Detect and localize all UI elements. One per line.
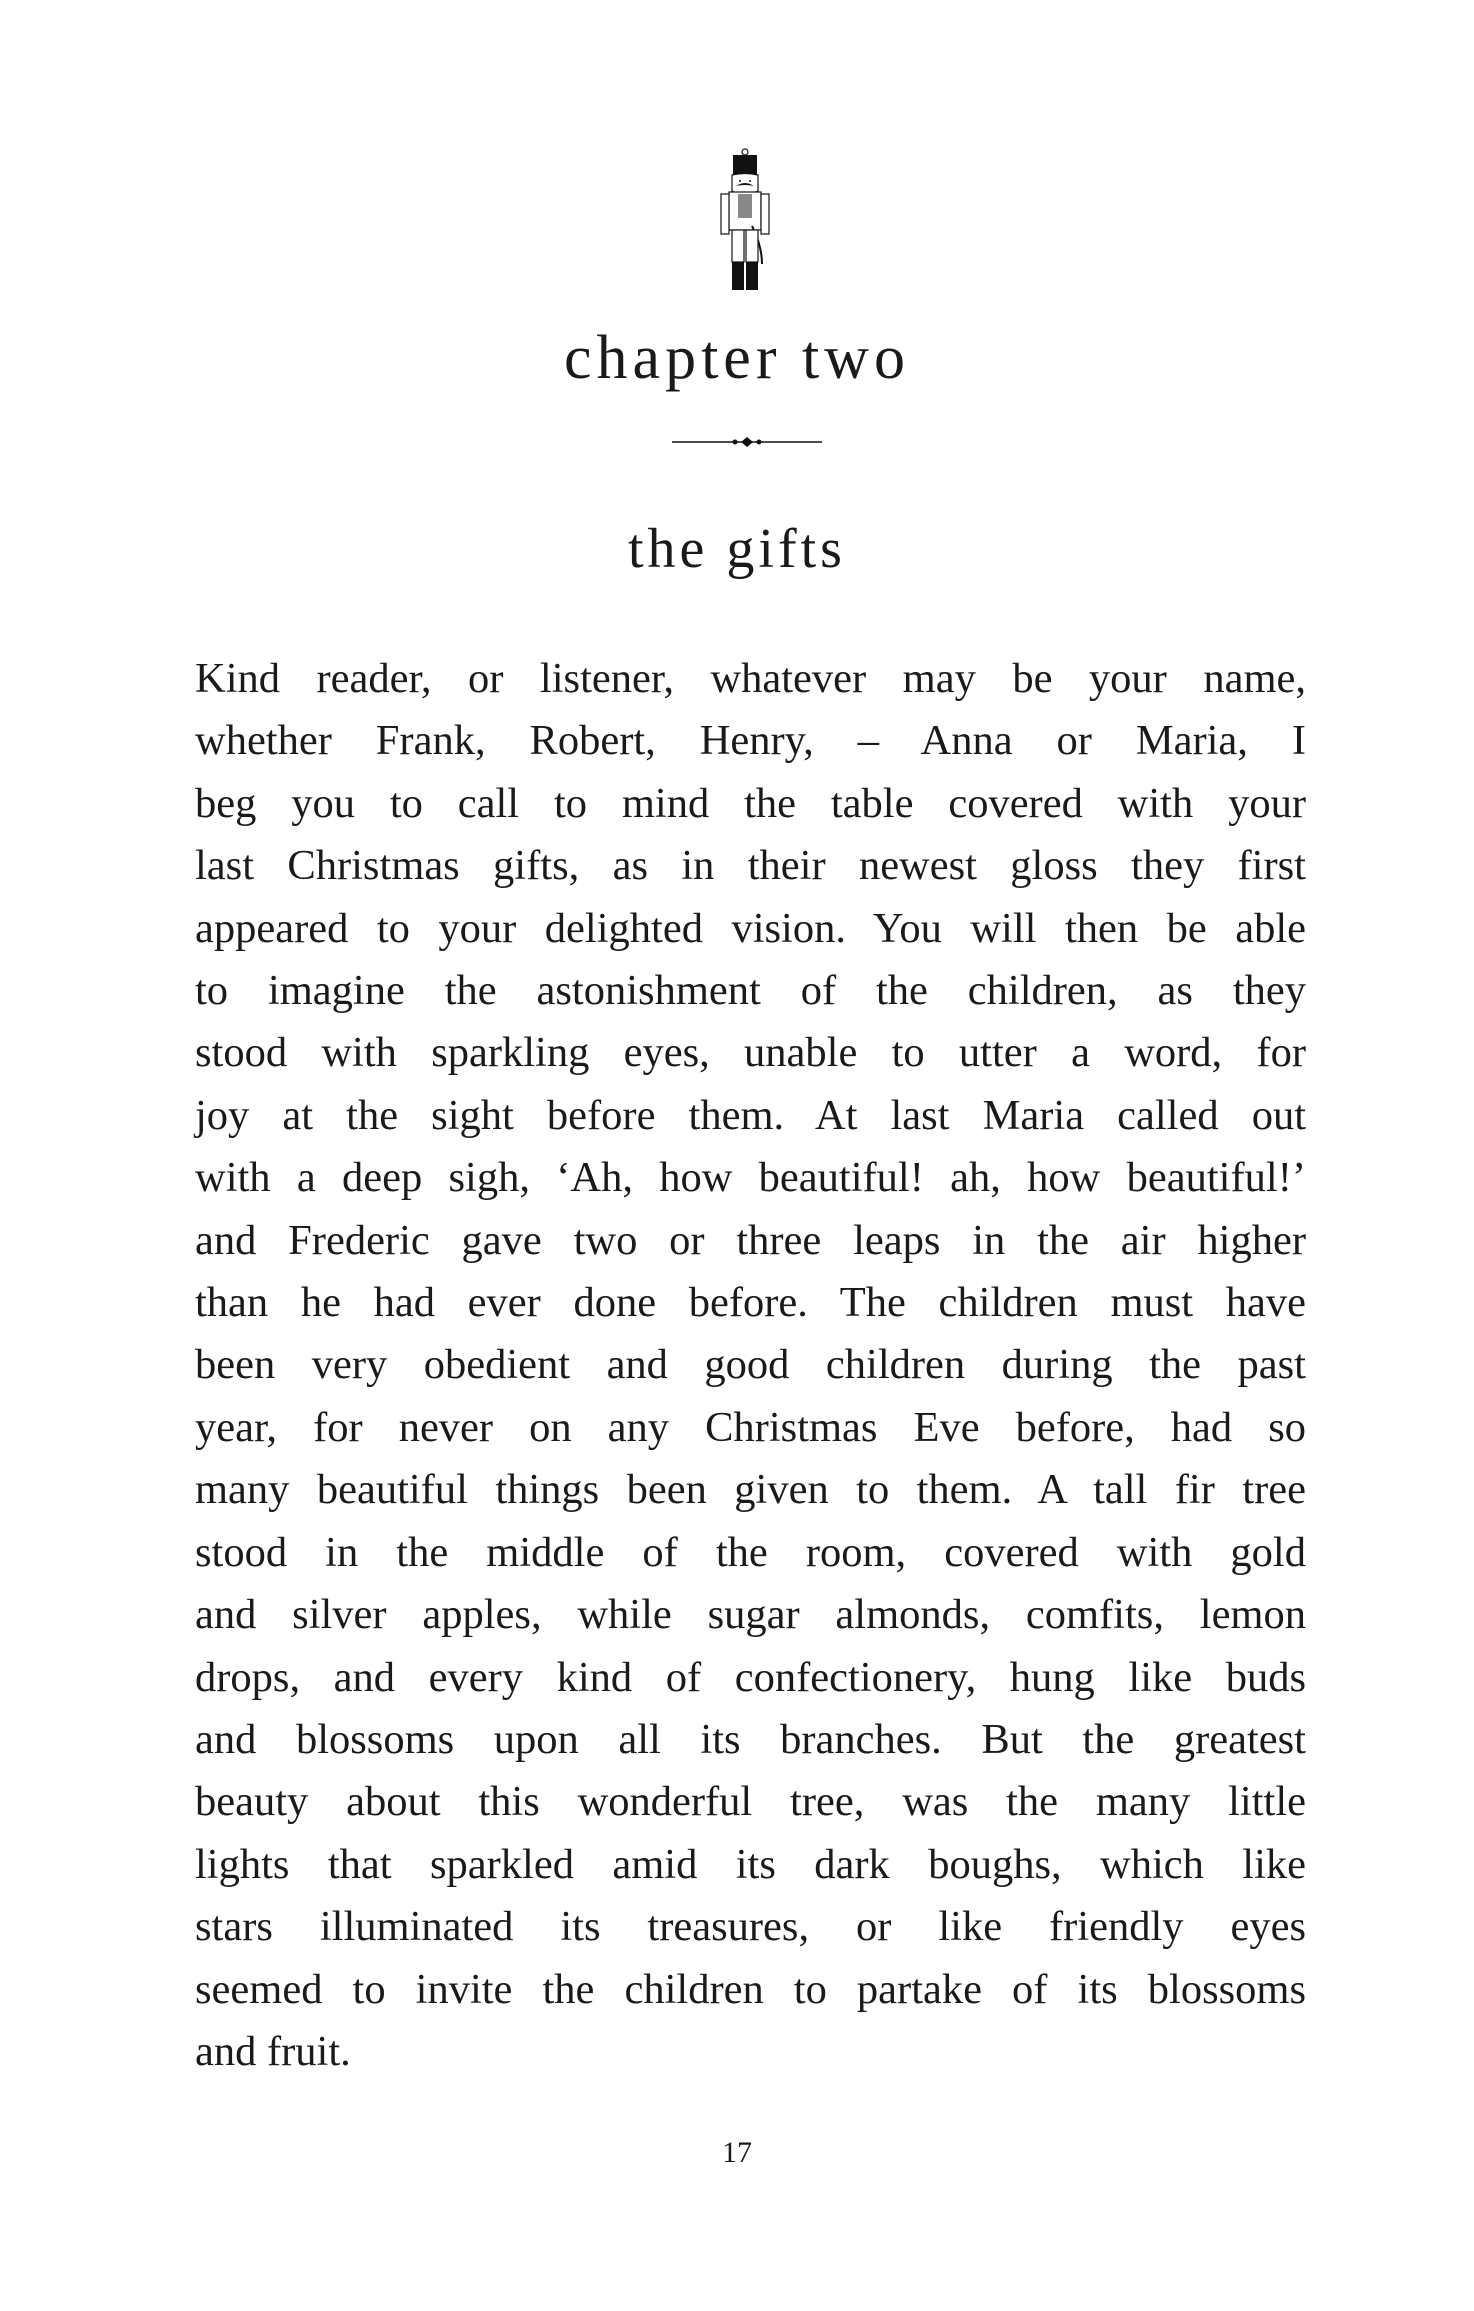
text-line: joy at the sight before them. At last Maria called out xyxy=(195,1091,1306,1139)
text-line: Kind reader, or listener, whatever may be your name, xyxy=(195,655,1306,702)
text-line: beauty about this wonderful tree, was the many little xyxy=(195,1778,1306,1826)
text-line: and blossoms upon all its branches. But the greatest xyxy=(195,1715,1306,1763)
text-line: stood in the middle of the room, covered with gold xyxy=(195,1528,1306,1576)
text-line: and Frederic gave two or three leaps in the air higher xyxy=(195,1216,1306,1264)
text-line: appeared to your delighted vision. You will then be able xyxy=(195,904,1306,952)
text-line: been very obedient and good children during the past xyxy=(195,1341,1306,1389)
text-line: and silver apples, while sugar almonds, comfits, lemon xyxy=(195,1591,1306,1639)
nutcracker-illustration-icon xyxy=(712,146,778,306)
text-line: to imagine the astonishment of the children, as they xyxy=(195,967,1306,1015)
text-line: seemed to invite the children to partake of its blossoms xyxy=(195,1965,1306,2013)
text-line: whether Frank, Robert, Henry, – Anna or Maria, I xyxy=(195,717,1306,765)
divider-ornament-icon xyxy=(672,434,822,450)
text-line: stars illuminated its treasures, or like friendly eyes xyxy=(195,1903,1306,1951)
text-line: beg you to call to mind the table covered with your xyxy=(195,779,1306,827)
text-line: than he had ever done before. The children must have xyxy=(195,1279,1306,1327)
body-text xyxy=(195,648,1306,2083)
text-line: stood with sparkling eyes, unable to utter a word, for xyxy=(195,1029,1306,1077)
text-line: drops, and every kind of confectionery, hung like buds xyxy=(195,1653,1306,1701)
text-line: with a deep sigh, ‘Ah, how beautiful! ah, how beautiful!’ xyxy=(195,1154,1306,1202)
text-line: and fruit. xyxy=(195,2027,351,2075)
page-number: 17 xyxy=(722,2136,752,2169)
text-line: lights that sparkled amid its dark boughs, which like xyxy=(195,1840,1306,1888)
text-line: year, for never on any Christmas Eve before, had so xyxy=(195,1403,1306,1451)
text-line: last Christmas gifts, as in their newest gloss they first xyxy=(195,842,1306,890)
text-line: many beautiful things been given to them. A tall fir tree xyxy=(195,1466,1306,1514)
chapter-title: the gifts xyxy=(628,518,846,580)
chapter-label: chapter two xyxy=(564,324,910,392)
